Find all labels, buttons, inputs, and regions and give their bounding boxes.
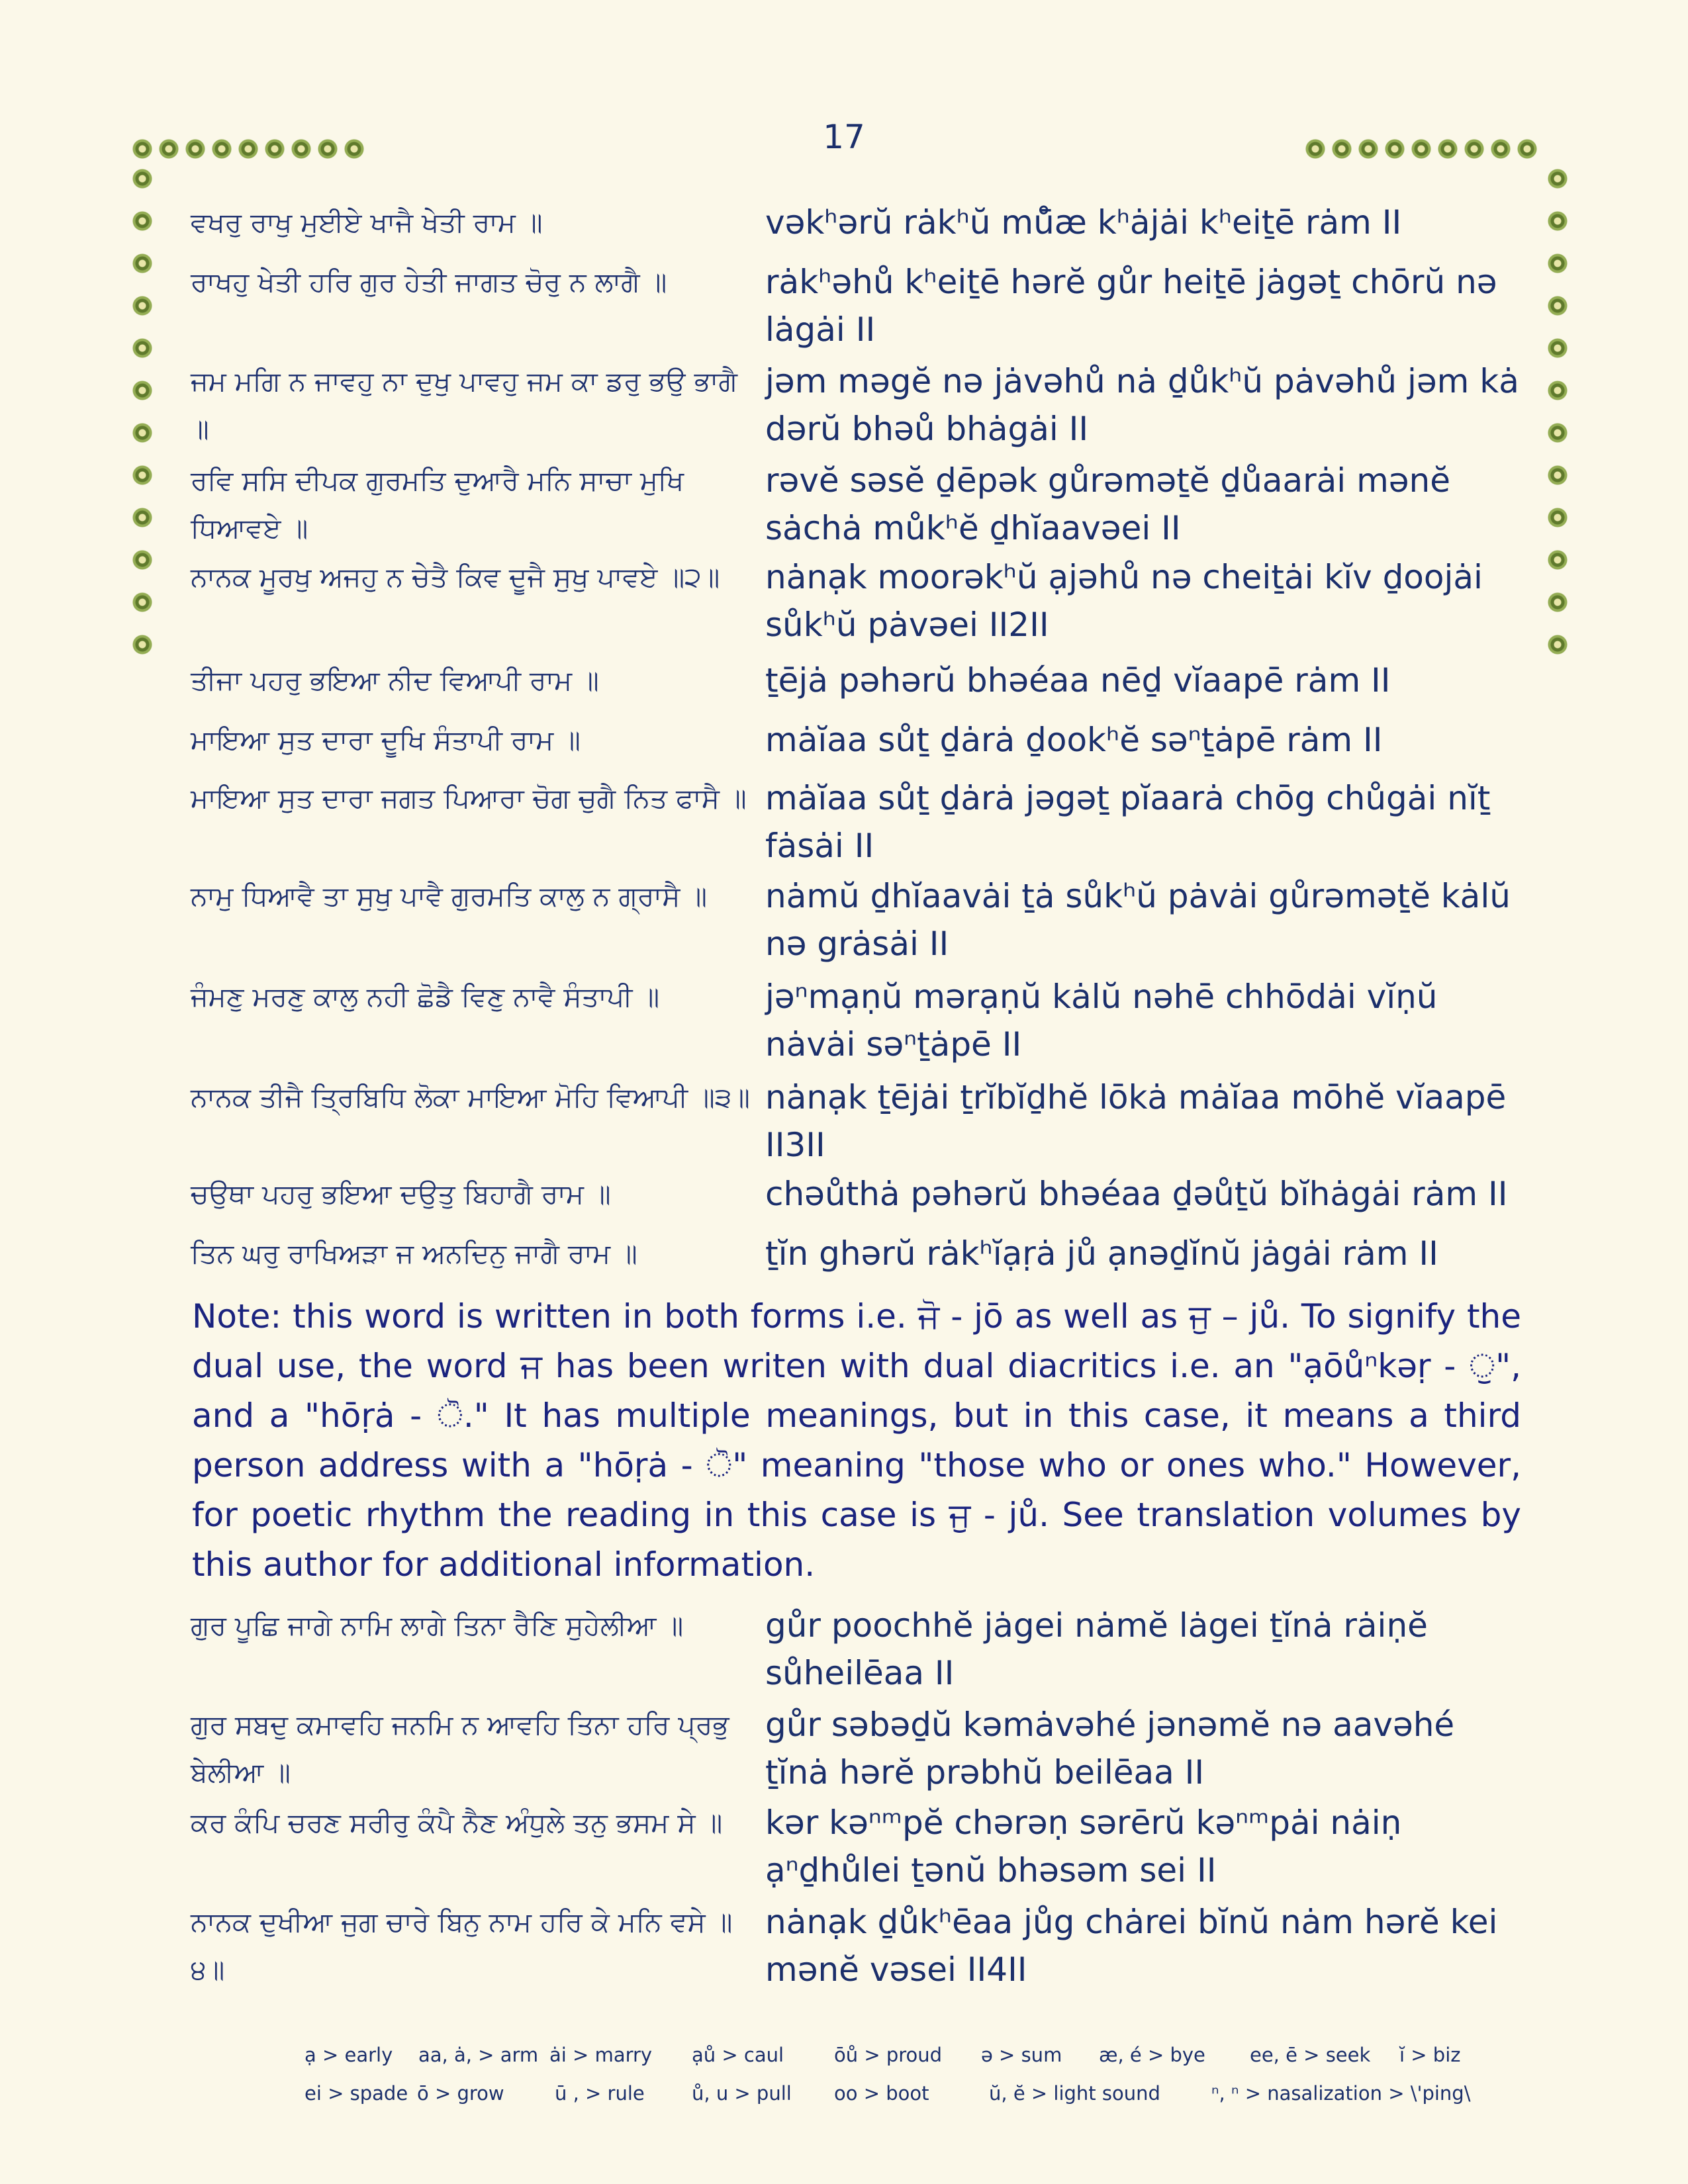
flower-ornament-icon <box>291 139 311 159</box>
legend-item: ū , > rule <box>555 2082 645 2105</box>
verse-row <box>191 973 1521 1064</box>
flower-ornament-icon <box>1548 253 1568 273</box>
gurmukhi-line: ਗੁਰ ਪੂਛਿ ਜਾਗੇ ਨਾਮਿ ਲਾਗੇ ਤਿਨਾ ਰੈਣਿ ਸੁਹੇਲੀਆ ॥ <box>191 1610 684 1641</box>
flower-ornament-icon <box>132 253 152 273</box>
flower-ornament-icon <box>238 139 258 159</box>
transliteration-line: vəkʰərŭ rȧkʰŭ mů̄æ kʰȧjȧi kʰeiṯē rȧm II <box>765 203 1402 242</box>
legend-item: ȧi > marry <box>549 2044 653 2066</box>
flower-ornament-icon <box>265 139 285 159</box>
flower-ornament-icon <box>212 139 232 159</box>
flower-ornament-icon <box>132 139 152 159</box>
legend-item: ee, ē > seek <box>1250 2044 1371 2066</box>
flower-ornament-icon <box>1548 423 1568 443</box>
flower-ornament-icon <box>1385 139 1405 159</box>
transliteration-line: rəvĕ səsĕ ḏēpək gůrəməṯĕ ḏůaarȧi mənĕ sȧchȧ můkʰĕ ḏhĭaavəei II <box>765 461 1451 547</box>
legend-item: ei > spade <box>305 2082 408 2105</box>
transliteration-line: jəm məgĕ nə jȧvəhů nȧ ḏůkʰŭ pȧvəhů jəm kȧ dərŭ bhəů bhȧgȧi II <box>765 362 1519 448</box>
transliteration-line: nȧnạk ḏůkʰēaa jůg chȧrei bĭnŭ nȧm hərĕ kei mənĕ vəsei II4II <box>765 1903 1498 1989</box>
transliteration-line: nȧnạk moorəkʰŭ ạjəhů nə cheiṯȧi kĭv ḏoojȧi sůkʰŭ pȧvəei II2II <box>765 558 1483 644</box>
flower-ornament-icon <box>132 465 152 485</box>
legend-item: æ, é > bye <box>1099 2044 1205 2066</box>
flower-ornament-icon <box>132 338 152 358</box>
gurmukhi-line: ਤੀਜਾ ਪਹਰੁ ਭਇਆ ਨੀਦ ਵਿਆਪੀ ਰਾਮ ॥ <box>191 664 599 696</box>
flower-ornament-icon <box>132 169 152 189</box>
flower-ornament-icon <box>1464 139 1484 159</box>
verse-row <box>191 716 1521 764</box>
flower-ornament-icon <box>1438 139 1458 159</box>
gurmukhi-line: ਮਾਇਆ ਸੁਤ ਦਾਰਾ ਜਗਤ ਪਿਆਰਾ ਚੋਗ ਚੁਗੈ ਨਿਤ ਫਾਸੈ ॥ <box>191 782 747 814</box>
transliteration-line: chəůthȧ pəhərŭ bhəéaa ḏəůṯŭ bĭhȧgȧi rȧm II <box>765 1175 1508 1213</box>
verse-row <box>191 1799 1521 1889</box>
gurmukhi-line: ਗੁਰ ਸਬਦੁ ਕਮਾਵਹਿ ਜਨਮਿ ਨ ਆਵਹਿ ਤਿਨਾ ਹਰਿ ਪ੍ਰਭੁ ਬੇਲੀਆ ॥ <box>191 1709 729 1788</box>
transliteration-line: nȧnạk ṯējȧi ṯrĭbĭḏhĕ lōkȧ mȧĭaa mōhĕ vĭaapē II3II <box>765 1078 1507 1164</box>
gurmukhi-line: ਨਾਮੁ ਧਿਆਵੈ ਤਾ ਸੁਖੁ ਪਾਵੈ ਗੁਰਮਤਿ ਕਾਲੁ ਨ ਗ੍ਰਾਸੈ ॥ <box>191 880 708 912</box>
flower-ornament-icon <box>1548 550 1568 570</box>
flower-ornament-icon <box>1548 508 1568 527</box>
flower-ornament-icon <box>1548 592 1568 612</box>
flower-ornament-icon <box>1548 338 1568 358</box>
flower-ornament-icon <box>318 139 338 159</box>
verse-row <box>191 258 1521 349</box>
transliteration-line: gůr poochhĕ jȧgei nȧmĕ lȧgei ṯĭnȧ rȧiṇĕ sůheilēaa II <box>765 1606 1428 1692</box>
legend-item: ạ > early <box>305 2044 393 2066</box>
flower-ornament-icon <box>1548 169 1568 189</box>
legend-item: oo > boot <box>834 2082 929 2105</box>
legend-item: ōů > proud <box>834 2044 943 2066</box>
verse-row <box>191 774 1521 865</box>
verse-row <box>191 553 1521 644</box>
verse-row <box>191 657 1521 704</box>
flower-ornament-icon <box>185 139 205 159</box>
verse-row <box>191 872 1521 963</box>
transliteration-line: gůr səbəḏŭ kəmȧvəhé jənəmĕ nə aavəhé ṯĭnȧ hərĕ prəbhŭ beilēaa II <box>765 1706 1455 1792</box>
flower-ornament-icon <box>159 139 179 159</box>
flower-ornament-icon <box>1491 139 1511 159</box>
gurmukhi-line: ਰਵਿ ਸਸਿ ਦੀਪਕ ਗੁਰਮਤਿ ਦੁਆਰੈ ਮਨਿ ਸਾਚਾ ਮੁਖਿ ਧਿਆਵਏ ॥ <box>191 465 684 544</box>
transliteration-line: nȧmŭ ḏhĭaavȧi ṯȧ sůkʰŭ pȧvȧi gůrəməṯĕ kȧlŭ nə grȧsȧi II <box>765 877 1511 963</box>
legend-item: ŭ, ĕ > light sound <box>989 2082 1160 2105</box>
verse-row <box>191 1602 1521 1692</box>
gurmukhi-line: ਨਾਨਕ ਮੂਰਖੁ ਅਜਹੁ ਨ ਚੇਤੈ ਕਿਵ ਦੂਜੈ ਸੁਖੁ ਪਾਵਏ ॥੨॥ <box>191 561 720 593</box>
gurmukhi-line: ਜਮ ਮਗਿ ਨ ਜਾਵਹੁ ਨਾ ਦੁਖੁ ਪਾਵਹੁ ਜਮ ਕਾ ਡਰੁ ਭਉ ਭਾਗੈ ॥ <box>191 365 737 445</box>
flower-ornament-icon <box>1548 465 1568 485</box>
gurmukhi-line: ਵਖਰੁ ਰਾਖੁ ਮੁਈਏ ਖਾਜੈ ਖੇਤੀ ਰਾਮ ॥ <box>191 206 543 238</box>
verse-row <box>191 1230 1521 1277</box>
flower-ornament-icon <box>1548 381 1568 400</box>
transliteration-line: jəⁿmạṇŭ mərạṇŭ kȧlŭ nəhē chhōdȧi vĭṇŭ nȧvȧi səⁿṯȧpē II <box>765 978 1438 1064</box>
transliteration-line: rȧkʰəhů kʰeiṯē hərĕ gůr heiṯē jȧgəṯ chōrŭ nə lȧgȧi II <box>765 263 1497 349</box>
verse-row <box>191 1170 1521 1218</box>
transliteration-line: ṯējȧ pəhərŭ bhəéaa nēḏ vĭaapē rȧm II <box>765 661 1391 700</box>
verse-row <box>191 357 1521 453</box>
verse-row <box>191 1073 1521 1164</box>
gurmukhi-line: ਜੰਮਣੁ ਮਰਣੁ ਕਾਲੁ ਨਹੀ ਛੋਡੈ ਵਿਣੁ ਨਾਵੈ ਸੰਤਾਪੀ ॥ <box>191 981 660 1013</box>
flower-ornament-icon <box>1548 211 1568 231</box>
flower-ornament-icon <box>132 423 152 443</box>
legend-item: ạů > caul <box>692 2044 784 2066</box>
transliteration-line: kər kəⁿᵐpĕ chərəṇ sərērŭ kəⁿᵐpȧi nȧiṇ ạⁿḏhůlei ṯənŭ bhəsəm sei II <box>765 1803 1402 1889</box>
gurmukhi-line: ਨਾਨਕ ਤੀਜੈ ਤ੍ਰਿਬਿਧਿ ਲੋਕਾ ਮਾਇਆ ਮੋਹਿ ਵਿਆਪੀ ॥੩॥ <box>191 1081 750 1113</box>
gurmukhi-line: ਤਿਨ ਘਰੁ ਰਾਖਿਅੜਾ ਜ ਅਨਦਿਨੁ ਜਾਗੈ ਰਾਮ ॥ <box>191 1238 637 1269</box>
transliteration-line: mȧĭaa sůṯ ḏȧrȧ jəgəṯ pĭaarȧ chōg chůgȧi nĭṯ fȧsȧi II <box>765 779 1491 865</box>
legend-item: ů, u > pull <box>692 2082 792 2105</box>
verse-row <box>191 457 1521 552</box>
gurmukhi-line: ਚਉਥਾ ਪਹਰੁ ਭਇਆ ਦਉਤੁ ਬਿਹਾਗੈ ਰਾਮ ॥ <box>191 1178 611 1210</box>
flower-ornament-icon <box>1332 139 1352 159</box>
verse-row <box>191 1701 1521 1796</box>
flower-ornament-icon <box>1358 139 1378 159</box>
page-number: 17 <box>823 118 865 156</box>
flower-ornament-icon <box>132 211 152 231</box>
flower-ornament-icon <box>344 139 364 159</box>
verse-row <box>191 1898 1521 1993</box>
flower-ornament-icon <box>1517 139 1537 159</box>
legend-item: aa, ȧ, > arm <box>418 2044 539 2066</box>
flower-ornament-icon <box>1548 296 1568 316</box>
flower-ornament-icon <box>132 635 152 655</box>
flower-ornament-icon <box>1411 139 1431 159</box>
gurmukhi-line: ਨਾਨਕ ਦੁਖੀਆ ਜੁਗ ਚਾਰੇ ਬਿਨੁ ਨਾਮ ਹਰਿ ਕੇ ਮਨਿ ਵਸੇ ॥੪॥ <box>191 1906 733 1985</box>
flower-ornament-icon <box>1548 635 1568 655</box>
gurmukhi-line: ਕਰ ਕੰਪਿ ਚਰਣ ਸਰੀਰੁ ਕੰਪੈ ਨੈਣ ਅੰਧੁਲੇ ਤਨੁ ਭਸਮ ਸੇ ॥ <box>191 1807 723 1839</box>
note-paragraph: Note: this word is written in both forms i.e. ਜੋ - jō as well as ਜੁ – jů. To signify the dual use, the word ਜ has been writen with dual diacritics i.e. an "ạōůⁿkəṛ - ੁ", and a "hōṛȧ - ੋ." It has multiple meanings, but in this case, it means a third person address with a "hōṛȧ - ੋ" meaning "those who or ones who." However, for poetic rhythm the reading in this case is ਜੁ - jů. See translation volumes by this author for additional information. <box>192 1297 1521 1584</box>
flower-ornament-icon <box>132 592 152 612</box>
transliteration-line: ṯĭn ghərŭ rȧkʰĭạṛȧ jů ạnəḏĭnŭ jȧgȧi rȧm II <box>765 1234 1438 1273</box>
flower-ornament-icon <box>132 550 152 570</box>
verse-row <box>191 199 1521 246</box>
legend-item: ə > sum <box>981 2044 1062 2066</box>
legend-item: ō > grow <box>417 2082 504 2105</box>
flower-ornament-icon <box>132 508 152 527</box>
flower-ornament-icon <box>132 381 152 400</box>
transliteration-line: mȧĭaa sůṯ ḏȧrȧ ḏookʰĕ səⁿṯȧpē rȧm II <box>765 721 1383 759</box>
flower-ornament-icon <box>1305 139 1325 159</box>
legend-item: ⁿ, ⁿ > nasalization > \'ping\ <box>1211 2082 1471 2105</box>
gurmukhi-line: ਮਾਇਆ ਸੁਤ ਦਾਰਾ ਦੂਖਿ ਸੰਤਾਪੀ ਰਾਮ ॥ <box>191 724 581 756</box>
flower-ornament-icon <box>132 296 152 316</box>
legend-item: ĭ > biz <box>1399 2044 1461 2066</box>
gurmukhi-line: ਰਾਖਹੁ ਖੇਤੀ ਹਰਿ ਗੁਰ ਹੇਤੀ ਜਾਗਤ ਚੋਰੁ ਨ ਲਾਗੈ ॥ <box>191 266 667 298</box>
